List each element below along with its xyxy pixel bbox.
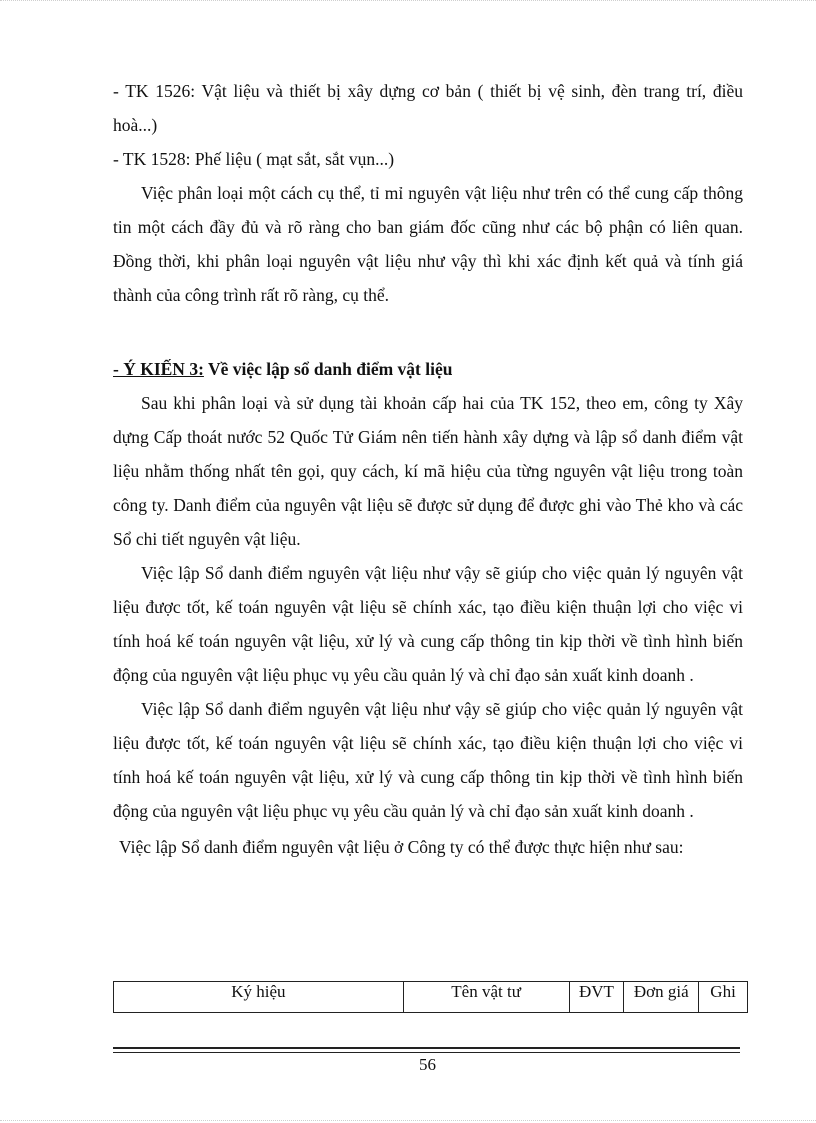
paragraph-tk1526: - TK 1526: Vật liệu và thiết bị xây dựng cơ bản ( thiết bị vệ sinh, đèn trang trí, điều hoà...) — [113, 81, 743, 135]
paragraph-benefit-2: Việc lập Sổ danh điểm nguyên vật liệu như vậy sẽ giúp cho việc quản lý nguyên vật liệu được tốt, kế toán nguyên vật liệu sẽ chính xác, tạo điều kiện thuận lợi cho việc vi tính hoá kế toán nguyên vật liệu, xử lý và cung cấp thông tin kịp thời về tình hình biến động của nguyên vật liệu phục vụ yêu cầu quản lý và chỉ đạo sản xuất kinh doanh . — [113, 699, 743, 821]
paragraph-benefit-1: Việc lập Sổ danh điểm nguyên vật liệu như vậy sẽ giúp cho việc quản lý nguyên vật liệu được tốt, kế toán nguyên vật liệu sẽ chính xác, tạo điều kiện thuận lợi cho việc vi tính hoá kế toán nguyên vật liệu, xử lý và cung cấp thông tin kịp thời về tình hình biến động của nguyên vật liệu phục vụ yêu cầu quản lý và chỉ đạo sản xuất kinh doanh . — [113, 563, 743, 685]
table-header-row — [114, 982, 748, 1013]
section-spacer — [113, 312, 743, 352]
footer-rule-thin — [113, 1052, 740, 1053]
paragraph-tk1528: - TK 1528: Phế liệu ( mạt sắt, sắt vụn...) — [113, 149, 395, 169]
paragraph-classification: Việc phân loại một cách cụ thể, tỉ mỉ nguyên vật liệu như trên có thể cung cấp thông tin một cách đầy đủ và rõ ràng cho ban giám đốc cũng như các bộ phận có liên quan. Đồng thời, khi phân loại nguyên vật liệu như vậy thì khi xác định kết quả và tính giá thành của công trình rất rõ ràng, cụ thể. — [113, 183, 743, 305]
page-top-dotted-border — [0, 0, 816, 1]
header-unit-price: Đơn giá — [624, 982, 699, 1013]
section-heading-label: - Ý KIẾN 3: — [113, 359, 204, 379]
header-unit: ĐVT — [569, 982, 624, 1013]
section-heading — [113, 352, 743, 386]
section-heading-title: Về việc lập sổ danh điểm vật liệu — [203, 359, 453, 379]
paragraph-implementation: Việc lập Sổ danh điểm nguyên vật liệu ở Công ty có thể được thực hiện như sau: — [119, 837, 684, 857]
page-bottom-dotted-border — [0, 1120, 816, 1121]
header-note: Ghi — [699, 982, 748, 1013]
paragraph-opinion-intro: Sau khi phân loại và sử dụng tài khoản cấp hai của TK 152, theo em, công ty Xây dựng Cấp thoát nước 52 Quốc Tử Giám nên tiến hành xây dựng và lập sổ danh điểm vật liệu nhằm thống nhất tên gọi, quy cách, kí mã hiệu của từng nguyên vật liệu trong toàn công ty. Danh điểm của nguyên vật liệu sẽ được sử dụng để được ghi vào Thẻ kho và các Sổ chi tiết nguyên vật liệu. — [113, 393, 743, 549]
footer-rule-thick — [113, 1047, 740, 1049]
material-catalog-table — [113, 981, 748, 1013]
header-material-name: Tên vật tư — [403, 982, 569, 1013]
document-body — [113, 74, 743, 864]
header-symbol: Ký hiệu — [114, 982, 404, 1013]
page-number: 56 — [419, 1055, 436, 1074]
